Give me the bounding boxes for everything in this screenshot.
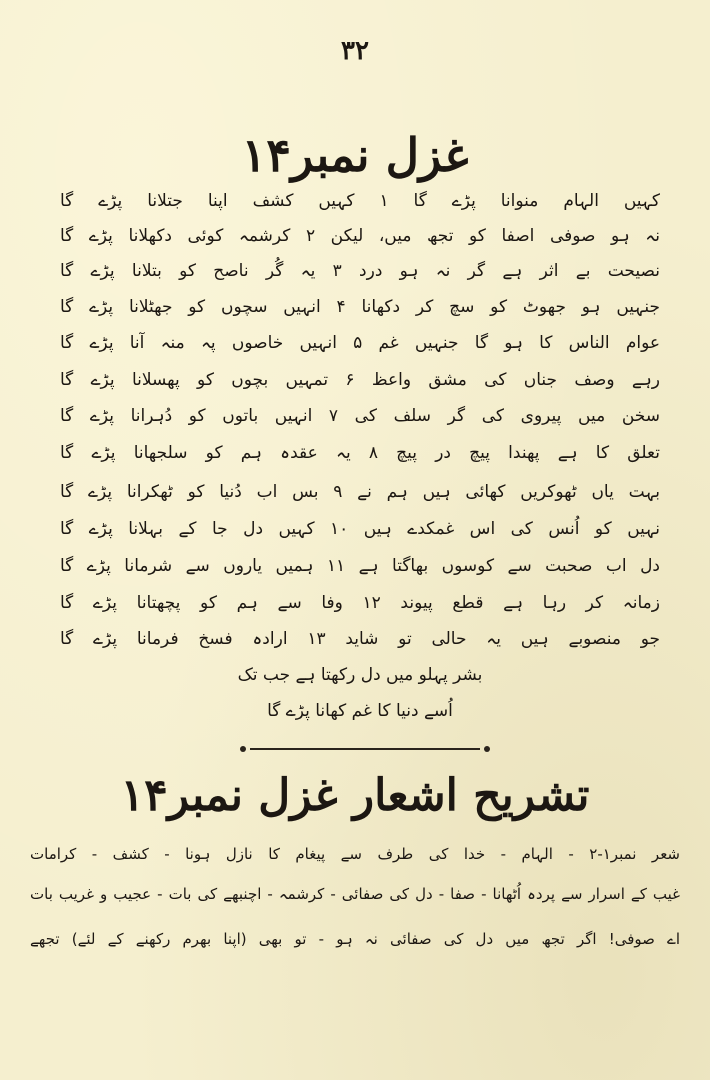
verse-line: نہیں کو اُنس کی اس غمکدے ہیں ۱۰ کہیں دل جا کے بہلانا پڑے گا (60, 519, 660, 539)
commentary-line: شعر نمبر۱-۲ - الہام - خدا کی طرف سے پیغام کا نازل ہونا - کشف - کرامات (30, 845, 681, 863)
verse-line: عوام الناس کا ہو گا جنہیں غم ۵ انہیں خاصوں پہ منہ آنا پڑے گا (60, 333, 660, 353)
commentary-title: تشریح اشعار غزل نمبر۱۴ (120, 770, 590, 821)
verse-line: بہت یاں ٹھوکریں کھائی ہیں ہم نے ۹ بس اب دُنیا کو ٹھکرانا پڑے گا (60, 482, 660, 502)
ghazal-title: غزل نمبر۱۴ (241, 128, 469, 182)
verse-line: جنہیں ہو جھوٹ کو سچ کر دکھانا ۴ انہیں سچوں کو جھٹلانا پڑے گا (60, 297, 660, 317)
verse-line: رہے وصف جناں کی مشق واعظ ۶ تمہیں بچوں کو پھسلانا پڑے گا (60, 370, 661, 390)
commentary-line: اے صوفی! اگر تجھ میں دل کی صفائی نہ ہو - تو بھی (اپنا بھرم رکھنے کے لئے) تجھے (30, 930, 680, 948)
page-number: ۳۲ (341, 36, 369, 66)
verse-line: کہیں الہام منوانا پڑے گا ۱ کہیں کشف اپنا جتلانا پڑے گا (60, 191, 660, 211)
verse-line: دل اب صحبت سے کوسوں بھاگتا ہے ۱۱ ہمیں یاروں سے شرمانا پڑے گا (60, 556, 661, 576)
verse-line: نہ ہو صوفی اصفا کو تجھ میں، لیکن ۲ کرشمہ کوئی دکھلانا پڑے گا (60, 226, 660, 246)
verse-line: نصیحت بے اثر ہے گر نہ ہو درد ۳ یہ گُر ناصح کو بتلانا پڑے گا (60, 261, 660, 281)
verse-line: بشر پہلو میں دل رکھتا ہے جب تک (237, 665, 483, 685)
verse-line: سخن میں پیروی کی گر سلف کی ۷ انہیں باتوں کو دُہرانا پڑے گا (60, 406, 660, 426)
commentary-line: غیب کے اسرار سے پردہ اُٹھانا - صفا - دل کی صفائی - کرشمہ - اچنبھے کی بات - عجیب و غریب بات (30, 885, 680, 903)
section-divider (250, 748, 480, 750)
verse-line: جو منصوبے ہیں یہ حالی تو شاید ۱۳ ارادہ فسخ فرمانا پڑے گا (60, 629, 660, 649)
verse-line: تعلق کا ہے پھندا پیچ در پیچ ۸ یہ عقدہ ہم کو سلجھانا پڑے گا (60, 443, 660, 463)
verse-line: اُسے دنیا کا غم کھانا پڑے گا (267, 701, 453, 721)
verse-line: زمانہ کر رہا ہے قطع پیوند ۱۲ وفا سے ہم کو پچھتانا پڑے گا (60, 593, 660, 613)
